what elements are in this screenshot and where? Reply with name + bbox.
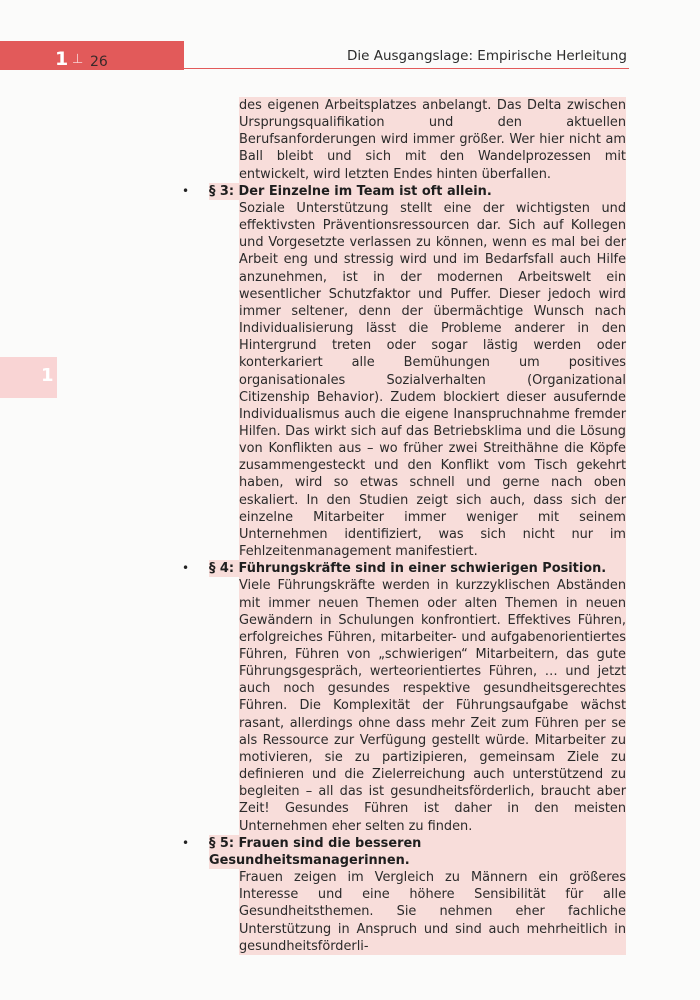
bullet-icon: • bbox=[182, 183, 190, 198]
chapter-side-tab-label: 1 bbox=[41, 365, 54, 386]
section-body: Viele Führungskräfte werden in kurzzyklischen Abständen mit immer neuen Themen oder alten Themen in neuen Gewändern in Schulungen konfrontiert. Effektives Führen, erfolgreiches Führen, mitarbeiter- und aufgabenorientiertes Führen, Führen von „schwierigen“ Mitarbeitern, das gute Führungsgespräch, werteorientiertes Führen, … und jetzt auch noch gesundes respektive gesundheitsgerechtes Führen. Die Komplexität der Führungsaufgabe wächst rasant, allerdings ohne dass mehr Zeit zum Führen per se als Ressource zur Verfügung gestellt würde. Mitarbeiter zu motivieren, sie zu partizipieren, gemeinsam Ziele zu definieren und die Zielerreichung auch unterstützend zu begleiten – all das ist gesundheitsförderlich, braucht aber Zeit! Gesundes Führen ist daher in den meisten Unternehmen eher selten zu finden. bbox=[239, 578, 626, 834]
intro-paragraph: des eigenen Arbeitsplatzes anbelangt. Das Delta zwischen Ursprungsqualifikation und den aktuellen Berufsanforderungen wird immer größer. Wer hier nicht am Ball bleibt und sich mit den Wandelprozessen mit entwickelt, wird letzten Endes hinten überfallen. bbox=[239, 98, 626, 182]
section-body: Soziale Unterstützung stellt eine der wichtigsten und effektivsten Präventionsressourcen dar. Sich auf Kollegen und Vorgesetzte verlassen zu können, wenn es mal bei der Arbeit eng und stressig wird und im Bedarfsfall auch Hilfe anzunehmen, ist in der modernen Arbeitswelt ein wesentlicher Schutzfaktor und Puffer. Dieser jedoch wird immer seltener, denn der übermächtige Wunsch nach Individualisierung lässt die Probleme anderer in den Hintergrund treten oder sogar lästig werden oder konterkariert alle Bemühungen um positives organisationales Sozialverhalten (Organizational Citizenship Behavior). Zudem blockiert dieser ausufernde Individualismus auch die eigene Inanspruchnahme fremder Hilfen. Das wirkt sich auf das Betriebsklima und die Lösung von Konflikten aus – wo früher zwei Streithähne die Köpfe zusammengesteckt und den Konflikt vom Tisch gekehrt haben, wird so etwas schnell und gerne nach oben eskaliert. In den Studien zeigt sich auch, dass sich der einzelne Mitarbeiter immer weniger mit seinem Unternehmen identifiziert, was sich nicht nur im Fehlzeitenmanagement manifestiert. bbox=[239, 200, 626, 560]
running-title: Die Ausgangslage: Empirische Herleitung bbox=[346, 48, 627, 64]
bullet-icon: • bbox=[182, 835, 190, 850]
chapter-number: 1 bbox=[55, 48, 69, 70]
section-heading: § 3: Der Einzelne im Team ist oft allein. bbox=[209, 183, 626, 200]
header-rule bbox=[184, 68, 629, 69]
page-number: 26 bbox=[90, 54, 108, 70]
section-heading: § 5: Frauen sind die besseren Gesundheitsmanagerinnen. bbox=[209, 835, 626, 869]
section-body: Frauen zeigen im Vergleich zu Männern ein größeres Interesse und eine höhere Sensibilität für alle Gesundheitsthemen. Sie nehmen eher fachliche Unterstützung in Anspruch und sind auch mehrheitlich in gesundheitsförderli- bbox=[239, 870, 626, 954]
bullet-icon: • bbox=[182, 561, 190, 576]
perpendicular-icon: ⊥ bbox=[72, 52, 84, 67]
list-item bbox=[180, 835, 630, 955]
page-body bbox=[180, 97, 630, 955]
section-heading: § 4: Führungskräfte sind in einer schwierigen Position. bbox=[209, 560, 626, 577]
list-item bbox=[180, 183, 630, 560]
list-item bbox=[180, 560, 630, 835]
